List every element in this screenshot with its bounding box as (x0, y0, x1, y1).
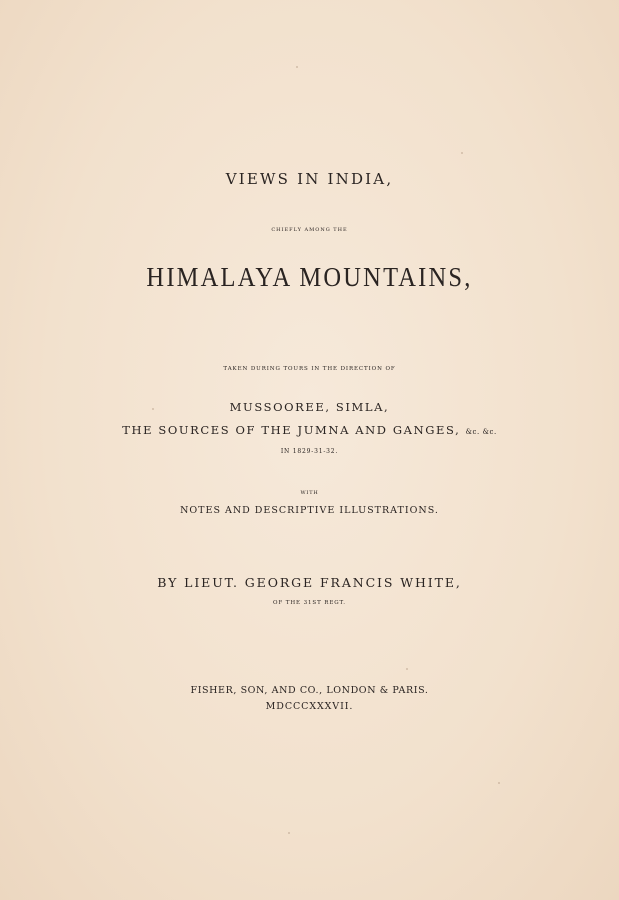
paper-speck (498, 782, 500, 784)
title-views-in-india: VIEWS IN INDIA, (225, 170, 394, 188)
year-roman-line: MDCCCXXXVII. (265, 701, 354, 712)
author-line: BY LIEUT. GEORGE FRANCIS WHITE, (157, 575, 462, 590)
places-line-2-main: THE SOURCES OF THE JUMNA AND GANGES, (122, 423, 461, 437)
paper-speck (152, 408, 154, 410)
paper-speck (296, 66, 298, 68)
main-title: HIMALAYA MOUNTAINS, (146, 262, 473, 293)
publisher-line: FISHER, SON, AND CO., LONDON & PARIS. (190, 685, 429, 696)
places-line-1: MUSSOOREE, SIMLA, (229, 400, 390, 414)
years-line: IN 1829-31-32. (280, 448, 339, 455)
paper-speck (406, 668, 408, 670)
regiment-line: OF THE 31ST REGT. (273, 600, 346, 606)
notes-line: NOTES AND DESCRIPTIVE ILLUSTRATIONS. (180, 505, 439, 516)
paper-speck (288, 832, 290, 834)
subtitle-chiefly-among: CHIEFLY AMONG THE (271, 227, 348, 233)
places-line-2 (0, 423, 619, 437)
paper-speck (461, 152, 463, 154)
tours-direction-line: TAKEN DURING TOURS IN THE DIRECTION OF (223, 366, 396, 372)
with-line: WITH (300, 490, 319, 496)
places-line-2-suffix: &c. &c. (465, 428, 497, 436)
